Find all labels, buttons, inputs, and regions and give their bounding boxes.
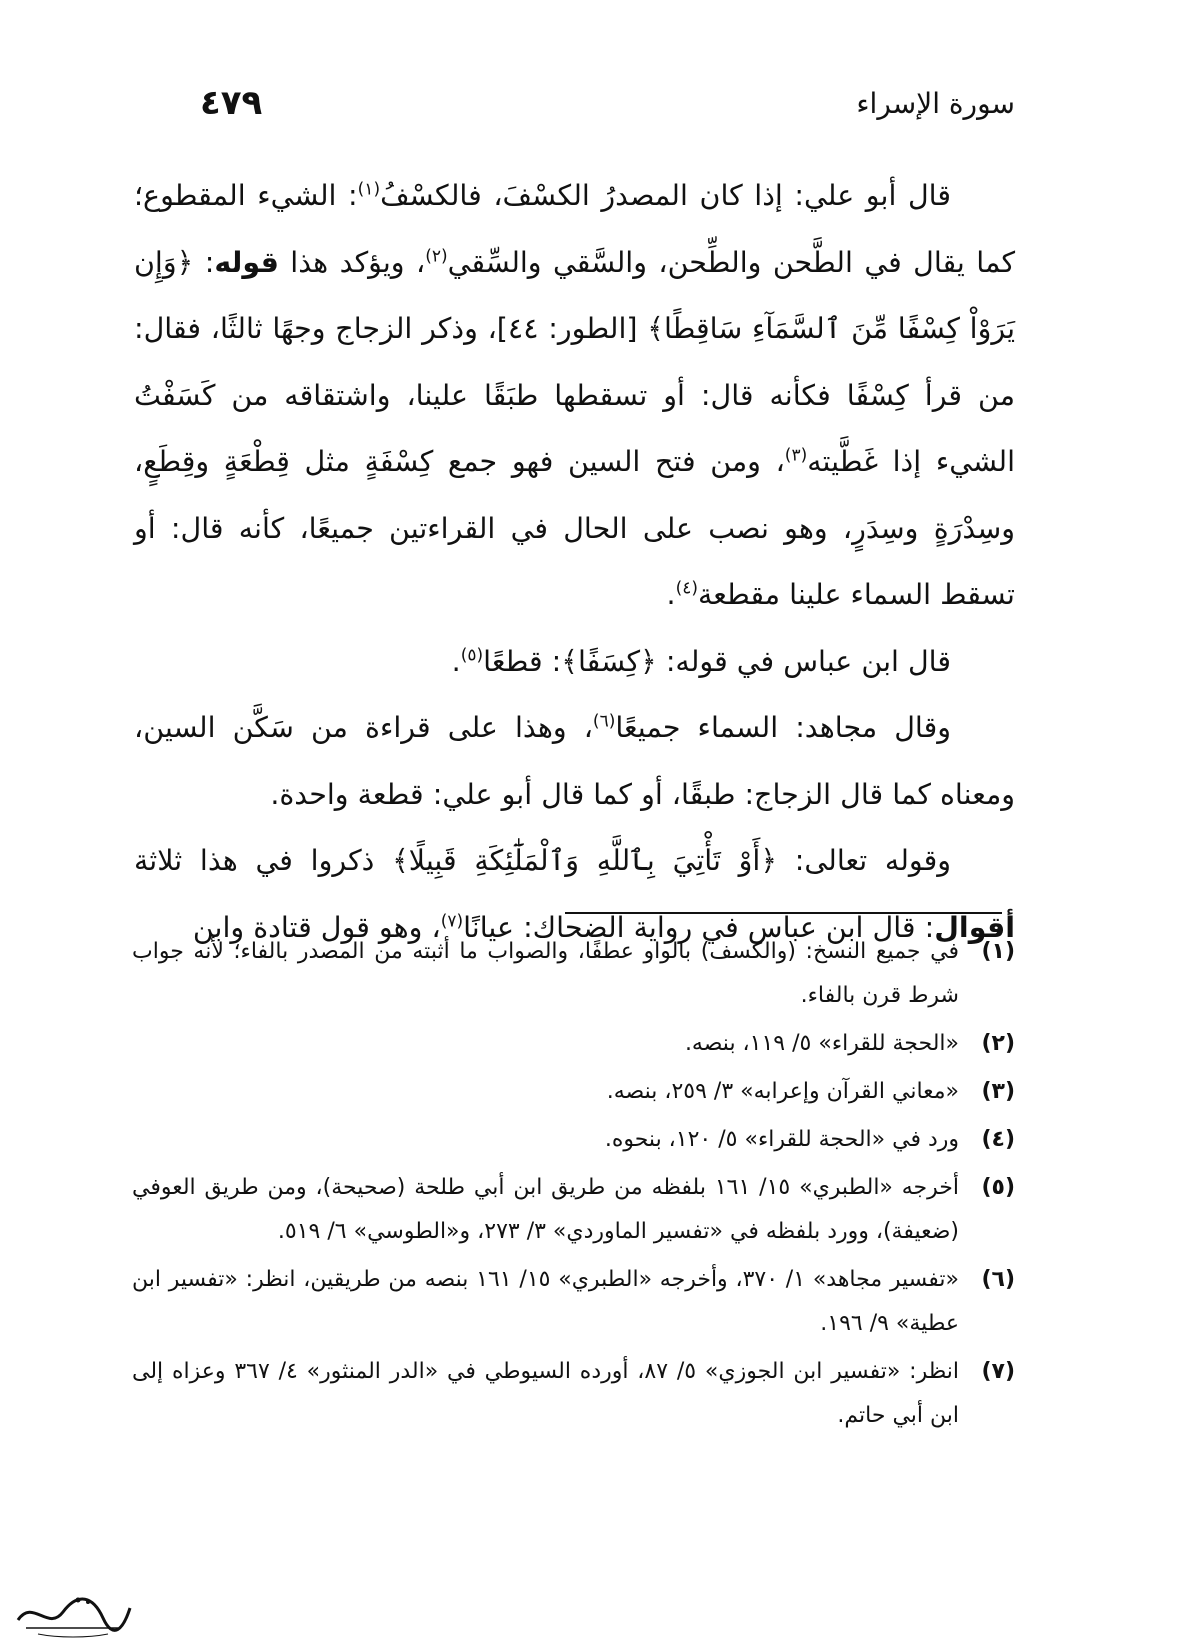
text-run: : الشيء المقطوع؛ كما يقال في الطَّحن والطِّحن، والسَّقي والسِّقي [134, 179, 1016, 279]
footnotes [132, 930, 1015, 1442]
text-run: وقوله تعالى: [777, 844, 952, 877]
footnote-ref-4: (٤) [675, 578, 698, 599]
footnote-number: (٥) [981, 1175, 1015, 1200]
text-run: ، ويؤكد هذا [278, 245, 426, 279]
footnote [132, 1022, 1015, 1066]
quran-verse: ﴿أَوْ تَأْتِيَ بِٱللَّهِ وَٱلْمَلَٰٓئِكَةِ قَبِيلًا﴾ [392, 844, 778, 877]
footnote-separator [565, 912, 1002, 914]
footnote-text: ورد في «الحجة للقراء» ٥/ ١٢٠، بنحوه. [604, 1127, 959, 1152]
footnote-text: «معاني القرآن وإعرابه» ٣/ ٢٥٩، بنصه. [606, 1079, 959, 1104]
paragraph-2 [134, 629, 1015, 696]
bold-word: أقوال [934, 910, 1015, 944]
text-run: ذكروا في هذا ثلاثة [134, 844, 393, 877]
footnote-number: (٢) [981, 1031, 1015, 1056]
footnote-text: انظر: «تفسير ابن الجوزي» ٥/ ٨٧، أورده السيوطي في «الدر المنثور» ٤/ ٣٦٧ وعزاه إلى ابن أبي حاتم. [132, 1359, 960, 1428]
footnote-ref-6: (٦) [592, 711, 616, 732]
footnote-number: (١) [981, 939, 1015, 964]
footnote-text: في جميع النسخ: (والكسف) بالواو عطفًا، والصواب ما أثبته من المصدر بالفاء؛ لأنه جواب شرط قرن بالفاء. [132, 939, 959, 1008]
footnote-ref-2: (٢) [425, 246, 448, 266]
text-run: . [666, 578, 676, 611]
text-run: وقال مجاهد: السماء جميعًا [615, 711, 951, 744]
text-run: : [193, 245, 215, 279]
text-run: ، وهو قول قتادة وابن [192, 910, 441, 944]
text-run: قال أبو علي: إذا كان المصدرُ الكسْفَ، فالكسْفُ [380, 179, 951, 212]
watermark-logo [8, 1590, 138, 1640]
quran-verse: ﴿كِسَفًا﴾ [561, 644, 657, 678]
text-run: ، ومن فتح السين فهو جمع كِسْفَةٍ مثل قِطْعَةٍ وقِطَعٍ، وسِدْرَةٍ وسِدَرٍ، وهو نصب على الحال في القراءتين جميعًا، كأنه قال: أو تسقط السماء علينا مقطعة [134, 445, 1015, 611]
footnote-ref-3: (٣) [784, 445, 808, 466]
footnote-ref-1: (١) [357, 179, 381, 200]
footnote-text: أخرجه «الطبري» ١٥/ ١٦١ بلفظه من طريق ابن أبي طلحة (صحيحة)، ومن طريق العوفي (ضعيفة)، وورد بلفظه في «تفسير الماوردي» ٣/ ٢٧٣، و«الطوسي» ٦/ ٥١٩. [132, 1175, 960, 1244]
page-header [200, 78, 1015, 128]
footnote [132, 930, 1015, 1018]
text-run: ، وهذا على قراءة من سَكَّن السين، ومعناه كما قال الزجاج: طبقًا، أو كما قال أبو علي: قطعة واحدة. [134, 711, 1015, 811]
footnote-number: (٣) [981, 1079, 1015, 1104]
paragraph-3 [134, 695, 1015, 828]
text-run: : قال ابن عباس في رواية الضحاك: عيانًا [463, 910, 935, 944]
footnote-text: «الحجة للقراء» ٥/ ١١٩، بنصه. [684, 1031, 959, 1056]
footnote-number: (٦) [981, 1267, 1015, 1292]
text-run: . [451, 644, 461, 678]
footnote-number: (٧) [981, 1359, 1015, 1384]
footnote-ref-7: (٧) [440, 911, 464, 931]
footnote [132, 1166, 1015, 1254]
footnote-text: «تفسير مجاهد» ١/ ٣٧٠، وأخرجه «الطبري» ١٥/ ١٦١ بنصه من طريقين، انظر: «تفسير ابن عطية» ٩/ ١٩٦. [132, 1267, 960, 1336]
text-run: [الطور: ٤٤]، وذكر الزجاج وجهًا ثالثًا، فقال: من قرأ كِسْفًا فكأنه قال: أو تسقطها طبَقًا علينا، واشتقاقه من كَسَفْتُ الشيء إذا غَطَّيته [134, 312, 1015, 478]
surah-title: سورة الإسراء [856, 86, 1015, 120]
footnote-ref-5: (٥) [460, 645, 484, 665]
footnote-number: (٤) [981, 1127, 1015, 1152]
footnote [132, 1350, 1015, 1438]
page-number: ٤٧٩ [200, 83, 263, 123]
footnote [132, 1258, 1015, 1346]
text-run: قال ابن عباس في قوله: [656, 644, 951, 678]
footnote [132, 1118, 1015, 1162]
bold-word: قوله [214, 245, 279, 279]
quran-verse: ﴿وَإِن يَرَوْاْ كِسْفًا مِّنَ ٱلسَّمَآءِ سَاقِطًا﴾ [134, 245, 1015, 345]
paragraph-1 [134, 163, 1015, 629]
text-run: : قطعًا [483, 644, 562, 678]
footnote [132, 1070, 1015, 1114]
main-text [134, 163, 1015, 961]
